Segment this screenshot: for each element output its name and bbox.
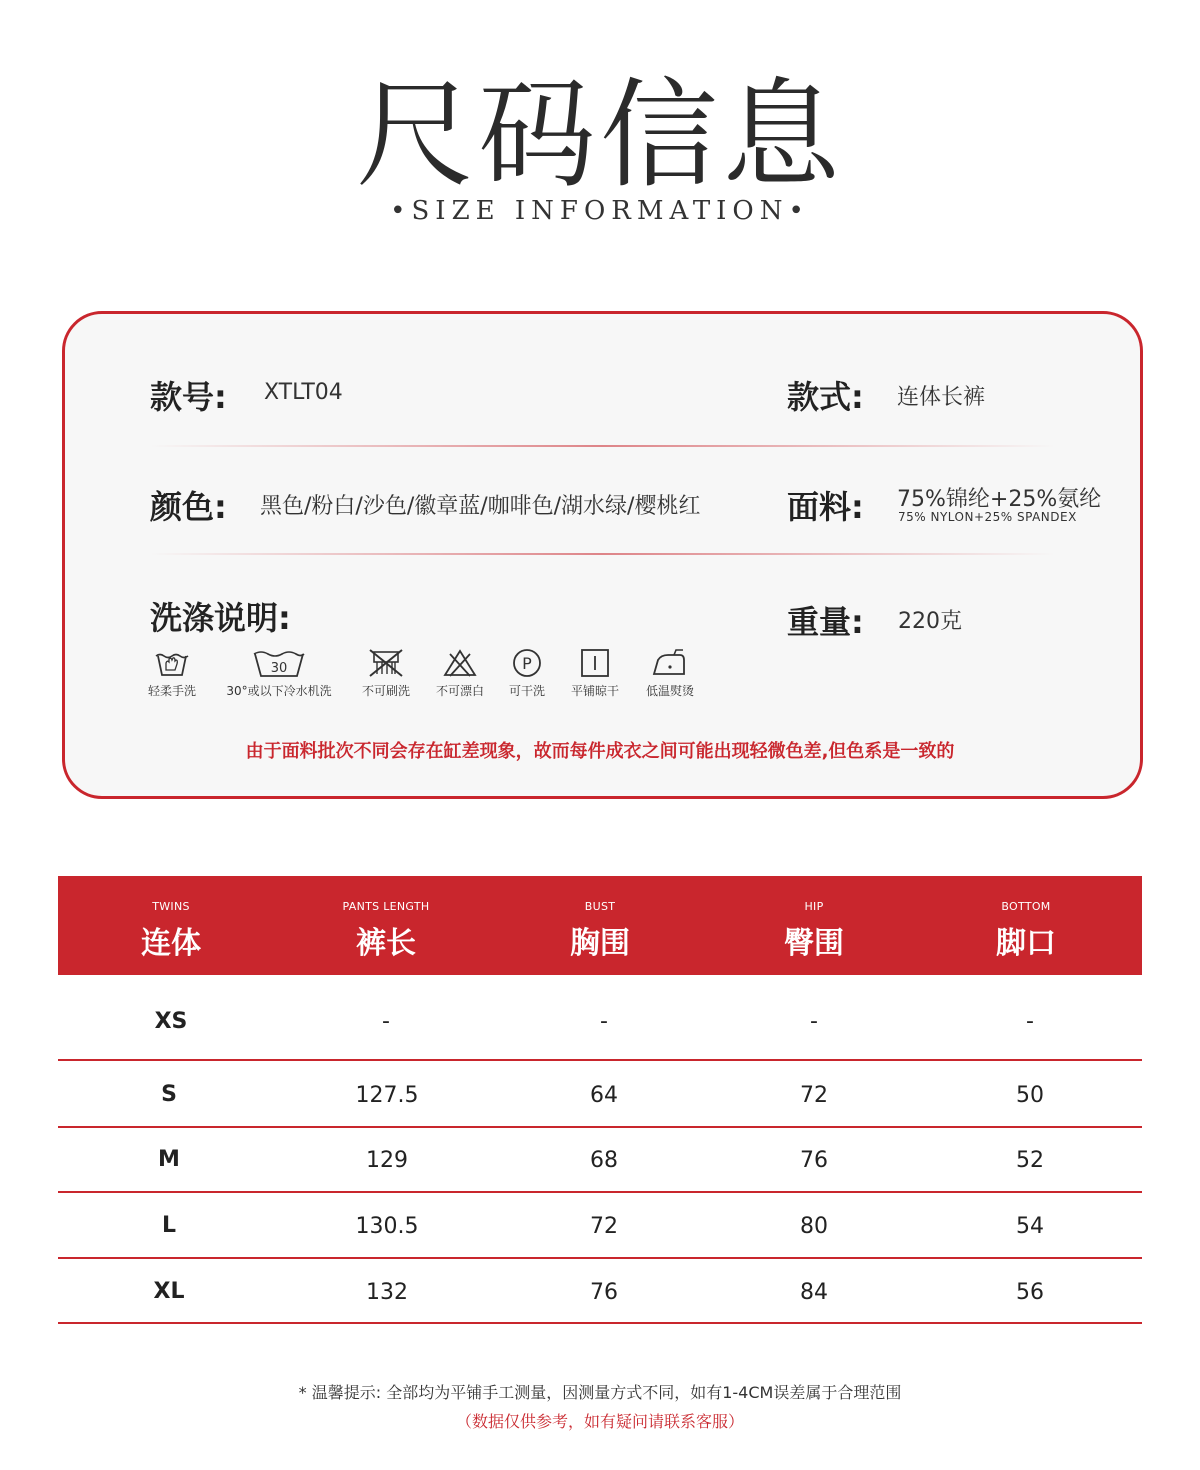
bust-cell: 68	[590, 1148, 618, 1173]
wash-label-text: 平铺晾干	[570, 684, 619, 698]
table-row	[58, 1259, 1142, 1324]
hip-cell: 76	[800, 1148, 828, 1173]
size-cell: XS	[154, 1009, 188, 1034]
header-en: PANTS LENGTH	[342, 900, 430, 913]
wash-label-text: 不可刷洗	[361, 684, 410, 698]
wash-item-machine	[214, 648, 344, 699]
wash-label-text: 低温熨烫	[645, 684, 694, 698]
wash-label-text: 轻柔手洗	[147, 684, 196, 698]
bust-cell: -	[600, 1009, 608, 1034]
wash-item-no-brush	[354, 648, 418, 699]
table-row	[58, 1193, 1142, 1259]
bust-cell: 72	[590, 1214, 618, 1239]
divider	[150, 445, 1055, 447]
header-zh: 臀围	[784, 926, 844, 961]
bust-cell: 76	[590, 1280, 618, 1305]
pants-length-cell: 129	[366, 1148, 408, 1173]
hip-cell: 72	[800, 1083, 828, 1108]
header-zh: 胸围	[570, 926, 630, 961]
style-label: 款式:	[787, 378, 864, 416]
fabric-value: 75%锦纶+25%氨纶	[897, 487, 1102, 512]
dry-clean-letter: P	[522, 654, 532, 673]
machine-wash-30-icon	[251, 648, 307, 678]
bottom-cell: 56	[1016, 1280, 1044, 1305]
reference-note: （数据仅供参考，如有疑问请联系客服）	[455, 1412, 744, 1431]
wash-item-dry-clean	[500, 648, 554, 699]
model-value: XTLT04	[264, 380, 343, 405]
pants-length-cell: -	[382, 1009, 390, 1034]
pants-length-cell: 130.5	[355, 1214, 419, 1239]
bottom-cell: 54	[1016, 1214, 1044, 1239]
wash-item-no-bleach	[428, 648, 492, 699]
header-en: BUST	[584, 900, 616, 913]
hip-cell: 80	[800, 1214, 828, 1239]
table-row	[58, 1061, 1142, 1128]
fabric-label: 面料:	[787, 488, 864, 526]
pants-length-cell: 127.5	[355, 1083, 419, 1108]
model-label: 款号:	[150, 378, 227, 416]
no-bleach-icon	[442, 648, 478, 678]
wash-item-low-iron	[638, 648, 702, 699]
header-en: TWINS	[152, 900, 190, 913]
bust-cell: 64	[590, 1083, 618, 1108]
bottom-cell: 50	[1016, 1083, 1044, 1108]
header-en: BOTTOM	[1001, 900, 1051, 913]
divider	[150, 553, 1055, 555]
page-subtitle: •SIZE INFORMATION•	[390, 196, 810, 226]
color-difference-note: 由于面料批次不同会存在缸差现象，故而每件成衣之间可能出现轻微色差,但色系是一致的	[245, 741, 955, 762]
no-brush-icon	[364, 648, 408, 678]
header-bust	[492, 876, 708, 975]
header-en: HIP	[804, 900, 824, 913]
wash-item-hand	[140, 648, 204, 699]
size-table-header	[58, 876, 1142, 975]
page-title: 尺码信息	[355, 66, 844, 204]
flat-dry-icon	[579, 648, 611, 678]
wash-label: 洗涤说明:	[150, 599, 291, 637]
header-zh: 脚口	[996, 926, 1056, 961]
table-row	[58, 1128, 1142, 1193]
dry-clean-p-icon	[511, 648, 543, 678]
header-bottom	[918, 876, 1134, 975]
size-cell: M	[158, 1147, 180, 1172]
hip-cell: -	[810, 1009, 818, 1034]
low-iron-icon	[650, 648, 690, 678]
size-cell: XL	[153, 1279, 185, 1304]
bottom-cell: 52	[1016, 1148, 1044, 1173]
fabric-value-en: 75% NYLON+25% SPANDEX	[898, 510, 1077, 524]
size-cell: S	[161, 1082, 177, 1107]
header-zh: 连体	[141, 926, 201, 961]
table-row	[58, 975, 1142, 1061]
header-pants-length	[278, 876, 494, 975]
hand-wash-icon	[152, 648, 192, 678]
weight-value: 220克	[898, 609, 962, 634]
pants-length-cell: 132	[366, 1280, 408, 1305]
color-label: 颜色:	[150, 488, 227, 526]
size-cell: L	[161, 1213, 177, 1238]
weight-label: 重量:	[787, 603, 864, 641]
bottom-cell: -	[1026, 1009, 1034, 1034]
wash-item-flat-dry	[563, 648, 627, 699]
header-hip	[706, 876, 922, 975]
header-twins	[63, 876, 279, 975]
measurement-tip: * 温馨提示: 全部均为平铺手工测量，因测量方式不同，如有1-4CM误差属于合理范围	[298, 1383, 902, 1402]
header-zh: 裤长	[356, 926, 416, 961]
wash-label-text: 不可漂白	[435, 684, 484, 698]
style-value: 连体长裤	[897, 385, 986, 410]
wash-label-text: 可干洗	[508, 684, 545, 698]
wash-label-text: 30°或以下冷水机洗	[226, 684, 332, 698]
wash-temp-number: 30	[270, 661, 288, 676]
hip-cell: 84	[800, 1280, 828, 1305]
color-value: 黑色/粉白/沙色/徽章蓝/咖啡色/湖水绿/樱桃红	[260, 494, 701, 519]
